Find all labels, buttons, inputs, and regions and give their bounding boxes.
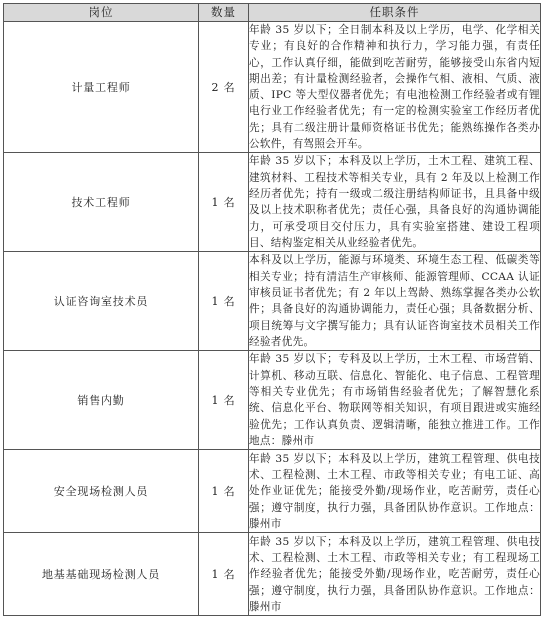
header-position: 岗位 xyxy=(4,4,199,22)
position-cell: 认证咨询室技术员 xyxy=(4,252,199,351)
requirements-cell: 年龄 35 岁以下；全日制本科及以上学历，电学、化学相关专业；有良好的合作精神和执行力，学习能力强，有责任心，工作认真仔细，能做到吃苦耐劳，能够接受山东省内短期出差；有计量检测经验者，会操作气相、液相、气质、液质、IPC 等大型仪器者优先；有电池检测工作经验者或有锂电行业工作经验者优先；有一定的检测实验室工作经历者优先；具有二级注册计量师资格证书优先；能熟练操作各类办公软件，有驾照会开车。 xyxy=(249,22,541,153)
job-requirements-table xyxy=(3,3,541,616)
requirements-cell: 年龄 35 岁以下；本科及以上学历，土木工程、建筑工程、建筑材料、工程技术等相关专业，具有 2 年及以上检测工作经历者优先；持有一级或二级注册结构师证书，且具备中级及以上技术职称者优先；责任心强，具备良好的沟通协调能力，可承受项目交付压力，具有实验室搭建、建设工程项目、结构鉴定相关从业经验者优先。 xyxy=(249,153,541,252)
count-cell: 1 名 xyxy=(199,450,249,533)
header-count: 数量 xyxy=(199,4,249,22)
position-cell: 地基基础现场检测人员 xyxy=(4,533,199,616)
count-cell: 1 名 xyxy=(199,533,249,616)
position-cell: 计量工程师 xyxy=(4,22,199,153)
count-cell: 1 名 xyxy=(199,351,249,450)
table-row xyxy=(4,153,541,252)
table-row xyxy=(4,351,541,450)
count-cell: 1 名 xyxy=(199,252,249,351)
requirements-cell: 年龄 35 岁以下；专科及以上学历，土木工程、市场营销、计算机、移动互联、信息化、智能化、电子信息、工程管理等相关专业优先；有市场销售经验者优先；了解智慧化系统、信息化平台、物联网等相关知识，有项目跟进或实施经验优先；工作认真负责、逻辑清晰，能独立推进工作。工作地点：滕州市 xyxy=(249,351,541,450)
table-row xyxy=(4,533,541,616)
table-row xyxy=(4,450,541,533)
position-cell: 销售内勤 xyxy=(4,351,199,450)
count-cell: 1 名 xyxy=(199,153,249,252)
table-row xyxy=(4,22,541,153)
requirements-cell: 年龄 35 岁以下；本科及以上学历，建筑工程管理、供电技术、工程检测、土木工程、市政等相关专业；有电工证、高处作业证优先；能接受外勤/现场作业，吃苦耐劳，责任心强；遵守制度，执行力强，具备团队协作意识。工作地点：滕州市 xyxy=(249,450,541,533)
requirements-cell: 本科及以上学历，能源与环境类、环境生态工程、低碳类等相关专业；持有清洁生产审核师、能源管理师、CCAA 认证审核员证书者优先；有 2 年以上驾龄、熟练掌握各类办公软件；具备良好的沟通协调能力，责任心强；具备数据分析、项目统筹与文字撰写能力；具有认证咨询室技术员相关工作经验者优先。 xyxy=(249,252,541,351)
requirements-cell: 年龄 35 岁以下；本科及以上学历，建筑工程管理、供电技术、工程检测、土木工程、市政等相关专业；有工程现场工作经验者优先；能接受外勤/现场作业，吃苦耐劳，责任心强；遵守制度，执行力强，具备团队协作意识。工作地点：滕州市 xyxy=(249,533,541,616)
table-header-row xyxy=(4,4,541,22)
position-cell: 安全现场检测人员 xyxy=(4,450,199,533)
position-cell: 技术工程师 xyxy=(4,153,199,252)
table-row xyxy=(4,252,541,351)
count-cell: 2 名 xyxy=(199,22,249,153)
header-requirements: 任职条件 xyxy=(249,4,541,22)
